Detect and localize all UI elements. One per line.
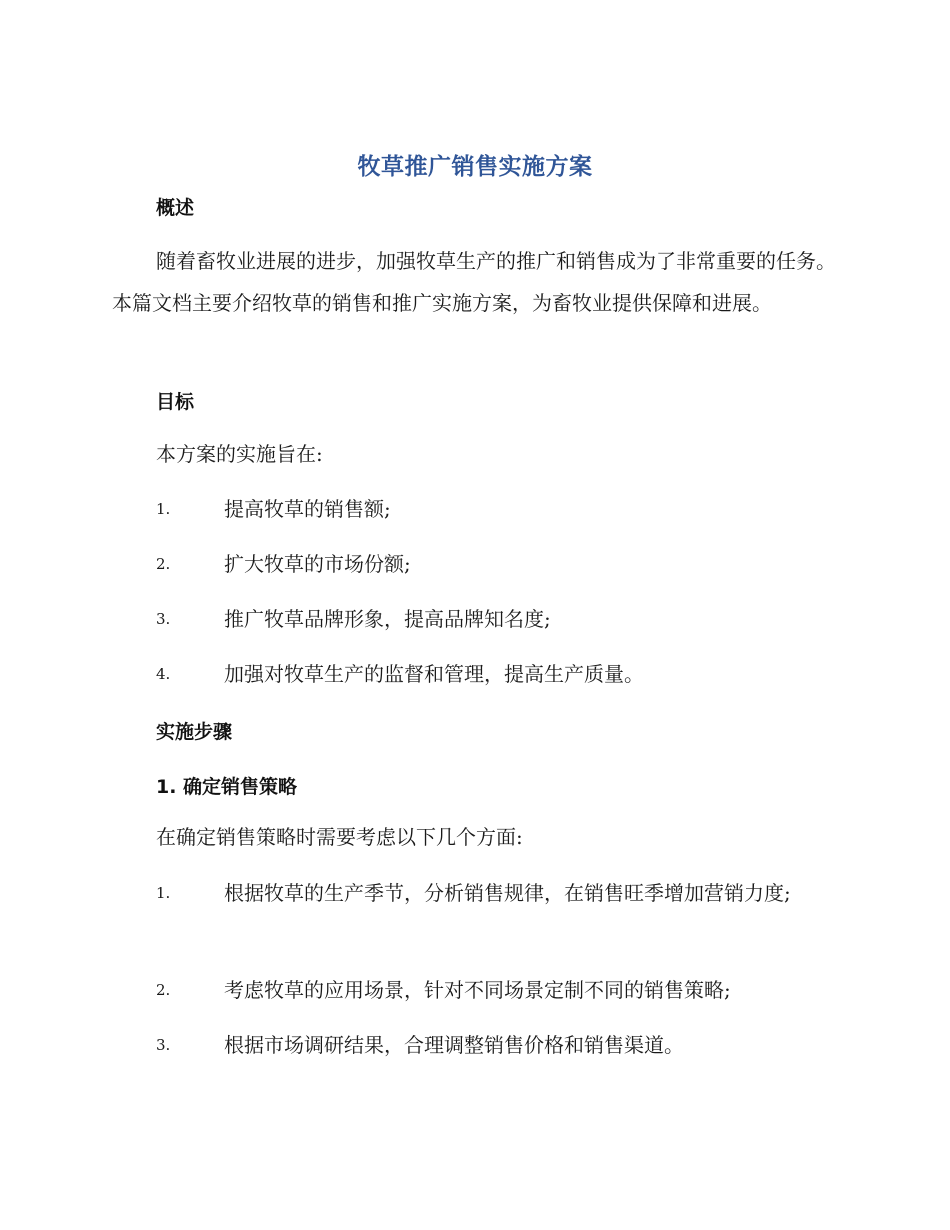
list-text: 根据牧草的生产季节，分析销售规律，在销售旺季增加营销力度; [224,881,791,905]
list-number: 1. [156,884,171,902]
goal-item [112,598,837,640]
list-number: 2. [156,981,171,999]
step1-intro: 在确定销售策略时需要考虑以下几个方面: [156,825,523,849]
list-number: 3. [156,610,171,628]
list-text: 提高牧草的销售额; [224,497,391,521]
list-text: 加强对牧草生产的监督和管理，提高生产质量。 [224,662,644,686]
document-title: 牧草推广销售实施方案 [357,154,593,180]
overview-heading: 概述 [156,197,195,219]
goals-intro: 本方案的实施旨在: [156,442,323,466]
list-text: 考虑牧草的应用场景，针对不同场景定制不同的销售策略; [224,978,731,1002]
strategy-item [112,969,837,1011]
list-number: 4. [156,665,171,683]
goal-item [112,488,837,530]
list-text: 推广牧草品牌形象，提高品牌知名度; [224,607,551,631]
overview-paragraph: 随着畜牧业进展的进步，加强牧草生产的推广和销售成为了非常重要的任务。本篇文档主要介绍牧草的销售和推广实施方案，为畜牧业提供保障和进展。 [112,249,836,315]
list-text: 扩大牧草的市场份额; [224,552,411,576]
strategy-item [112,872,837,914]
goals-heading: 目标 [156,391,195,413]
list-number: 1. [156,500,171,518]
step1-heading: 1. 确定销售策略 [156,776,298,798]
strategy-item [112,1024,837,1066]
steps-heading: 实施步骤 [156,721,233,743]
list-number: 3. [156,1036,171,1054]
list-text: 根据市场调研结果，合理调整销售价格和销售渠道。 [224,1033,684,1057]
goal-item [112,543,837,585]
list-number: 2. [156,555,171,573]
goal-item [112,653,837,695]
